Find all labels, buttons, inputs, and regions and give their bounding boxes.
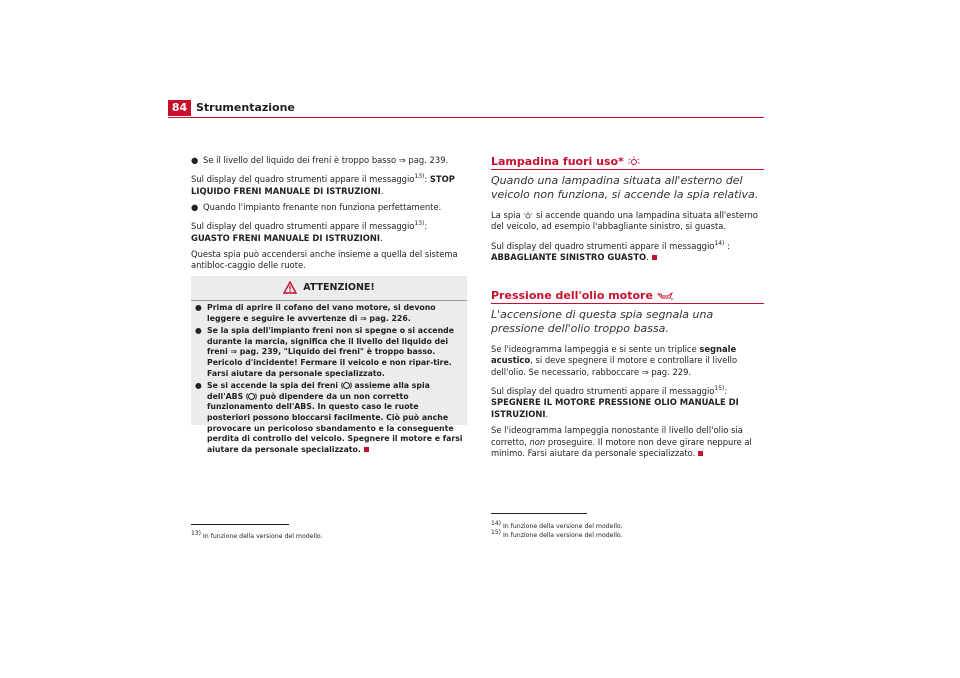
warning-item: ● Se si accende la spia dei freni assieme alla spia dell'ABS può dipendere da un non corretto funzionamento dell'ABS. In questo caso le ruote posteriori possono bloccarsi facilmente. Ciò può anche provocare un pericoloso sbandamento e la conseguente perdita di controllo del veicolo. Spegnere il motore e farsi aiutare da personale specializzato. — [195, 381, 463, 454]
paragraph: La spia si accende quando una lampadina situata all'esterno del veicolo, ad esempio l'abbagliante sinistro, si guasta. — [491, 210, 758, 232]
oil-can-icon — [657, 291, 673, 300]
warning-item: ● Se la spia dell'impianto freni non si spegne o si accende durante la marcia, significa che il livello del liquido dei freni ⇒ pag. 239, "Liquido dei freni" è troppo basso. Pericolo d'incidente! Fermare il veicolo e non ripar-tire. Farsi aiutare da personale specializzato. — [195, 326, 455, 378]
bullet-item: ● Se il livello del liquido dei freni è troppo basso ⇒ pag. 239. — [191, 155, 449, 165]
bulb-icon — [523, 211, 533, 220]
warning-item: ● Prima di aprire il cofano del vano motore, si devono leggere e seguire le avvertenze di ⇒ pag. 226. — [195, 303, 436, 323]
page-number: 84 — [168, 100, 191, 116]
paragraph: Questa spia può accendersi anche insieme a quella del sistema antibloc-caggio delle ruote. — [191, 249, 458, 271]
footnote-rule — [491, 513, 587, 514]
bullet-item: ● Quando l'impianto frenante non funziona perfettamente. — [191, 202, 442, 213]
display-message: Sul display del quadro strumenti appare il messaggio$^{13)}$: STOP LIQUIDO FRENI MANUALE DI ISTRUZIONI. — [191, 173, 455, 196]
abs-warning-icon — [246, 392, 257, 401]
lamp-intro: Quando una lampadina situata all'esterno del veicolo non funziona, si accende la spia relativa. — [491, 174, 759, 201]
oil-heading: Pressione dell'olio motore — [491, 289, 673, 302]
paragraph: Se l'ideogramma lampeggia e si sente un triplice segnale acustico, si deve spegnere il motore e controllare il livello dell'olio. Se necessario, rabboccare ⇒ pag. 229. — [491, 344, 738, 377]
footnote-15: $^{15)}$ In funzione della versione del modello. — [491, 529, 623, 540]
end-square-icon — [698, 451, 703, 456]
end-square-icon — [652, 255, 657, 260]
warning-rule — [191, 300, 467, 301]
display-message: Sul display del quadro strumenti appare il messaggio$^{13)}$: GUASTO FRENI MANUALE DI ISTRUZIONI. — [191, 220, 428, 243]
warning-body — [195, 303, 463, 457]
display-message: Sul display del quadro strumenti appare il messaggio$^{15)}$: SPEGNERE IL MOTORE PRESSIONE OLIO MANUALE DI ISTRUZIONI. — [491, 385, 739, 419]
paragraph: Se l'ideogramma lampeggia nonostante il livello dell'olio sia corretto, non proseguire. Il motore non deve girare neppure al minimo. Farsi aiutare da personale specializzato. — [491, 425, 752, 459]
oil-body — [491, 344, 766, 464]
lamp-rule — [491, 169, 764, 170]
lamp-body — [491, 210, 766, 268]
footnote-14: $^{14)}$ In funzione della versione del modello. — [491, 520, 623, 531]
left-column — [191, 155, 467, 277]
oil-rule — [491, 303, 764, 304]
display-message: Sul display del quadro strumenti appare il messaggio$^{14)}$ : ABBAGLIANTE SINISTRO GUASTO. — [491, 239, 730, 263]
header-rule — [168, 117, 764, 118]
oil-intro: L'accensione di questa spia segnala una pressione dell'olio troppo bassa. — [491, 308, 714, 335]
end-square-icon — [364, 447, 369, 452]
warning-box — [191, 276, 467, 454]
brake-warning-icon — [341, 381, 352, 390]
warning-triangle-icon — [283, 281, 297, 294]
footnote-rule — [191, 524, 289, 525]
lamp-heading: Lampadina fuori uso* — [491, 155, 640, 168]
section-title: Strumentazione — [196, 101, 295, 114]
footnote-13: $^{13)}$ In funzione della versione del modello. — [191, 530, 323, 541]
bulb-icon — [628, 156, 640, 167]
warning-title: ATTENZIONE! — [191, 276, 467, 298]
